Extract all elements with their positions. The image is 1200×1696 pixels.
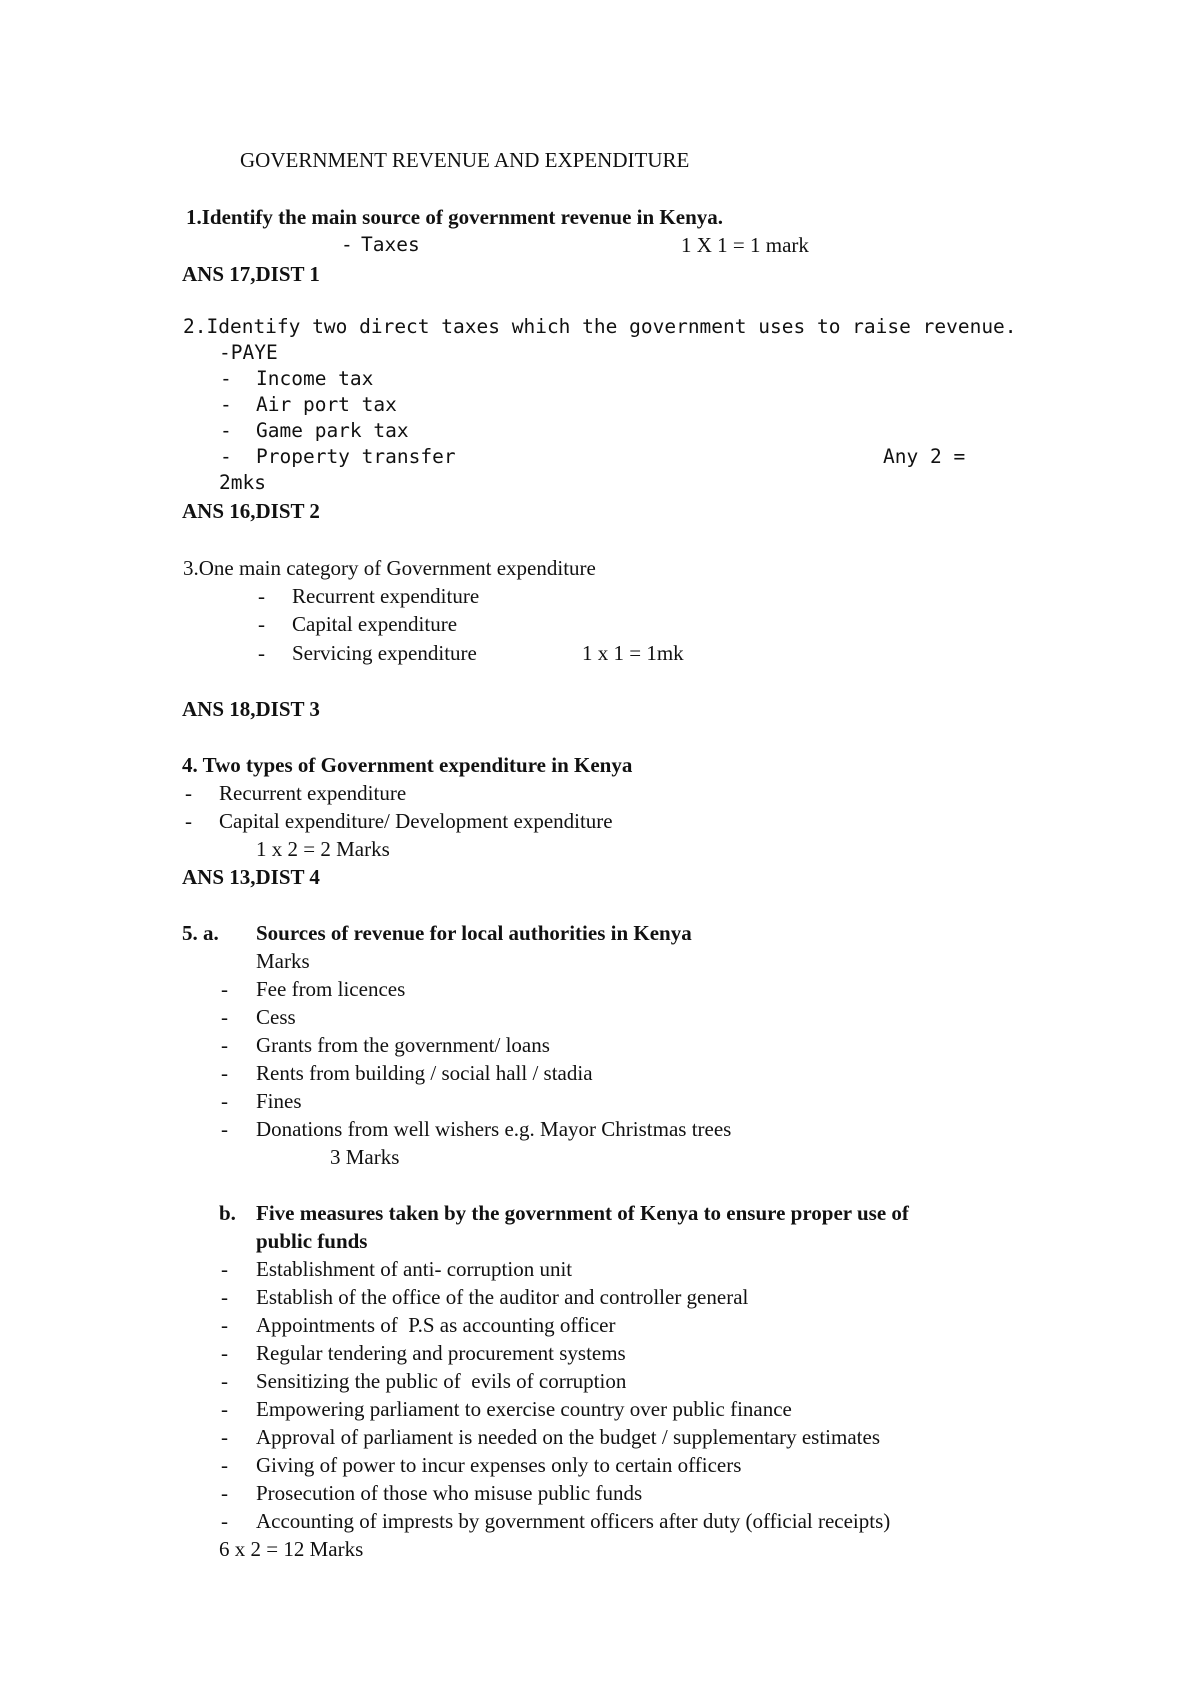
q5a-item-1: Cess	[256, 1005, 296, 1029]
q5b-item-0: Establishment of anti- corruption unit	[256, 1257, 573, 1281]
q5a-dash-0: -	[221, 977, 228, 1001]
q4-item-0: Recurrent expenditure	[219, 781, 407, 805]
q1-question: 1.Identify the main source of government revenue in Kenya.	[186, 205, 724, 229]
q5b-item-3: Regular tendering and procurement systems	[256, 1341, 626, 1365]
q5b-dash-0: -	[221, 1257, 228, 1281]
q5a-sub: Marks	[256, 949, 310, 973]
q5a-dash-1: -	[221, 1005, 228, 1029]
q5b-marks: 6 x 2 = 12 Marks	[219, 1537, 364, 1561]
q3-item-1: Capital expenditure	[292, 612, 458, 636]
q5a-marks: 3 Marks	[330, 1145, 400, 1169]
q5b-dash-9: -	[221, 1509, 228, 1533]
q1-answer: Taxes	[361, 233, 420, 256]
q5a-dash-4: -	[221, 1089, 228, 1113]
q5a-dash-3: -	[221, 1061, 228, 1085]
q5a-number: 5. a.	[182, 921, 219, 945]
q2-item-paye: -PAYE	[219, 341, 278, 364]
q5b-dash-4: -	[221, 1369, 228, 1393]
q4-ans-dist: ANS 13,DIST 4	[182, 865, 320, 889]
q2-dash-2: -	[220, 419, 232, 442]
document-title: GOVERNMENT REVENUE AND EXPENDITURE	[240, 148, 690, 172]
q3-ans-dist: ANS 18,DIST 3	[182, 697, 320, 721]
q5b-item-6: Approval of parliament is needed on the budget / supplementary estimates	[256, 1425, 880, 1449]
q4-question: 4. Two types of Government expenditure in Kenya	[182, 753, 633, 777]
q5a-dash-5: -	[221, 1117, 228, 1141]
q2-dash-0: -	[220, 367, 232, 390]
q5b-number: b.	[219, 1201, 236, 1225]
q4-marks: 1 x 2 = 2 Marks	[256, 837, 390, 861]
q5b-item-2: Appointments of P.S as accounting officer	[256, 1313, 616, 1337]
q2-ans-dist: ANS 16,DIST 2	[182, 499, 320, 523]
q2-item-0: Income tax	[256, 367, 374, 390]
q5b-dash-7: -	[221, 1453, 228, 1477]
q3-item-2: Servicing expenditure	[292, 641, 477, 665]
q5a-dash-2: -	[221, 1033, 228, 1057]
q5b-item-1: Establish of the office of the auditor and controller general	[256, 1285, 749, 1309]
q5b-item-4: Sensitizing the public of evils of corruption	[256, 1369, 627, 1393]
q5b-dash-6: -	[221, 1425, 228, 1449]
q5b-item-8: Prosecution of those who misuse public funds	[256, 1481, 643, 1505]
q2-marks-a: Any 2 =	[883, 445, 966, 468]
q5b-dash-8: -	[221, 1481, 228, 1505]
q5a-item-0: Fee from licences	[256, 977, 406, 1001]
q5a-question: Sources of revenue for local authorities in Kenya	[256, 921, 692, 945]
q3-marks: 1 x 1 = 1mk	[582, 641, 684, 665]
q1-ans-dist: ANS 17,DIST 1	[182, 262, 320, 286]
q5b-dash-1: -	[221, 1285, 228, 1309]
q4-dash-1: -	[185, 809, 192, 833]
q5b-dash-5: -	[221, 1397, 228, 1421]
q5b-item-7: Giving of power to incur expenses only to certain officers	[256, 1453, 742, 1477]
q5b-question-line1: Five measures taken by the government of Kenya to ensure proper use of	[256, 1201, 909, 1225]
q3-dash-2: -	[258, 641, 265, 665]
q5a-item-4: Fines	[256, 1089, 302, 1113]
q2-item-3: Property transfer	[256, 445, 456, 468]
q5b-item-9: Accounting of imprests by government officers after duty (official receipts)	[256, 1509, 891, 1533]
q3-dash-1: -	[258, 612, 265, 636]
q5b-dash-3: -	[221, 1341, 228, 1365]
q1-marks: 1 X 1 = 1 mark	[681, 233, 809, 257]
q5b-item-5: Empowering parliament to exercise country over public finance	[256, 1397, 792, 1421]
q3-question: 3.One main category of Government expenditure	[183, 556, 596, 580]
q2-dash-3: -	[220, 445, 232, 468]
q5b-dash-2: -	[221, 1313, 228, 1337]
q5b-question-line2: public funds	[256, 1229, 368, 1253]
q2-marks-b: 2mks	[219, 471, 266, 494]
q2-item-2: Game park tax	[256, 419, 409, 442]
q1-dash: -	[341, 233, 353, 256]
q2-question: 2.Identify two direct taxes which the government uses to raise revenue.	[183, 315, 1017, 338]
q3-dash-0: -	[258, 584, 265, 608]
q3-item-0: Recurrent expenditure	[292, 584, 480, 608]
q4-item-1: Capital expenditure/ Development expenditure	[219, 809, 613, 833]
q5a-item-5: Donations from well wishers e.g. Mayor Christmas trees	[256, 1117, 732, 1141]
q4-dash-0: -	[185, 781, 192, 805]
q5a-item-2: Grants from the government/ loans	[256, 1033, 550, 1057]
q5a-item-3: Rents from building / social hall / stadia	[256, 1061, 593, 1085]
q2-item-1: Air port tax	[256, 393, 397, 416]
q2-dash-1: -	[220, 393, 232, 416]
